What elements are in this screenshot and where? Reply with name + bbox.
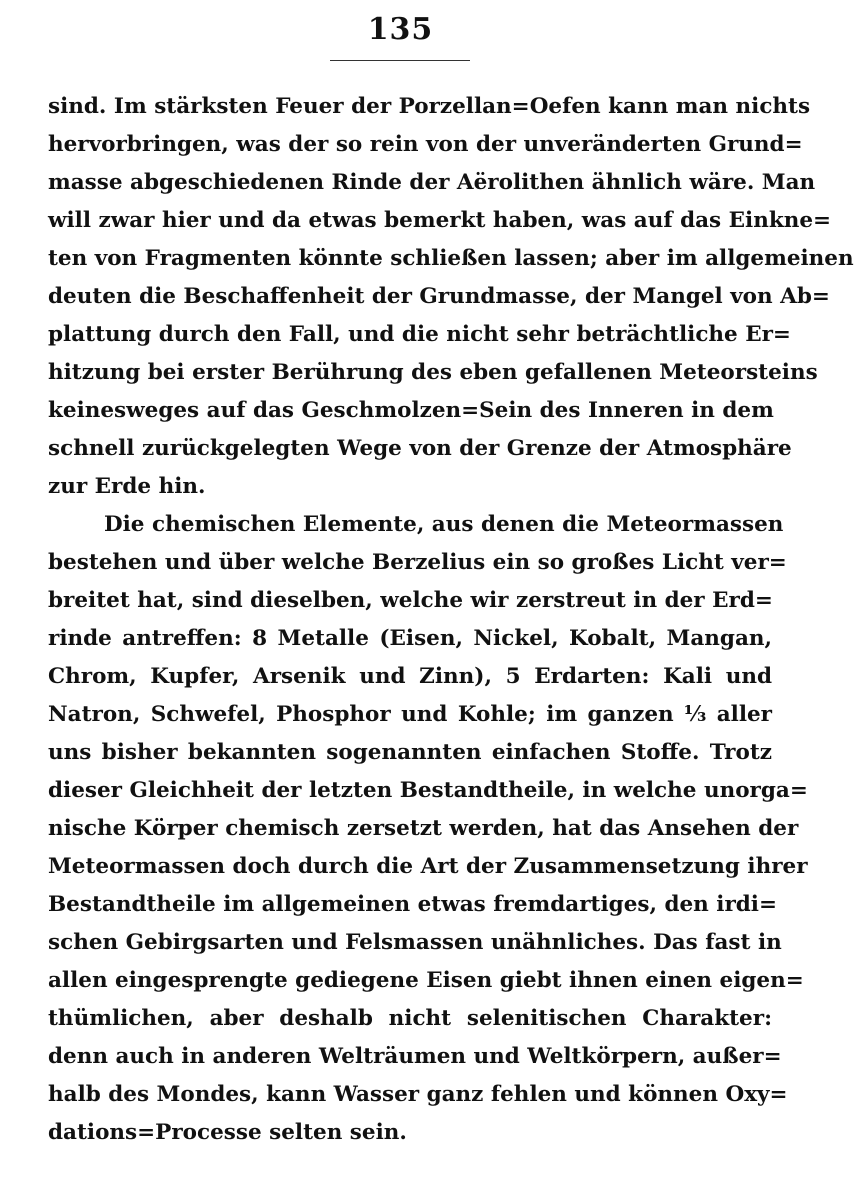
text-line: allen eingesprengte gediegene Eisen giebt ihnen einen eigen= bbox=[48, 968, 804, 993]
text-line: will zwar hier und da etwas bemerkt haben, was auf das Einkne= bbox=[48, 208, 832, 233]
text-line: dieser Gleichheit der letzten Bestandtheile, in welche unorga= bbox=[48, 778, 808, 803]
text-line: deuten die Beschaffenheit der Grundmasse, der Mangel von Ab= bbox=[48, 284, 830, 309]
text-line: denn auch in anderen Welträumen und Weltkörpern, außer= bbox=[48, 1044, 782, 1069]
text-line: hervorbringen, was der so rein von der unveränderten Grund= bbox=[48, 132, 803, 157]
header-rule bbox=[330, 60, 470, 61]
text-line: Natron, Schwefel, Phosphor und Kohle; im ganzen ⅓ aller bbox=[48, 702, 772, 727]
text-line: breitet hat, sind dieselben, welche wir zerstreut in der Erd= bbox=[48, 588, 773, 613]
paragraph-start-line: Die chemischen Elemente, aus denen die Meteormassen bbox=[104, 512, 784, 537]
paragraph-end-line: dations=Processe selten sein. bbox=[48, 1120, 407, 1145]
text-line: hitzung bei erster Berührung des eben gefallenen Meteorsteins bbox=[48, 360, 818, 385]
text-line: Meteormassen doch durch die Art der Zusammensetzung ihrer bbox=[48, 854, 808, 879]
page-number: 135 bbox=[367, 12, 434, 47]
text-line: schen Gebirgsarten und Felsmassen unähnliches. Das fast in bbox=[48, 930, 782, 955]
text-line: nische Körper chemisch zersetzt werden, hat das Ansehen der bbox=[48, 816, 799, 841]
text-line: ten von Fragmenten könnte schließen lassen; aber im allgemeinen bbox=[48, 246, 854, 271]
text-line: masse abgeschiedenen Rinde der Aërolithen ähnlich wäre. Man bbox=[48, 170, 816, 195]
text-line: bestehen und über welche Berzelius ein so großes Licht ver= bbox=[48, 550, 787, 575]
text-line: Bestandtheile im allgemeinen etwas fremdartiges, den irdi= bbox=[48, 892, 777, 917]
text-line: sind. Im stärksten Feuer der Porzellan=Oefen kann man nichts bbox=[48, 94, 811, 119]
text-line: plattung durch den Fall, und die nicht sehr beträchtliche Er= bbox=[48, 322, 791, 347]
text-line: halb des Mondes, kann Wasser ganz fehlen und können Oxy= bbox=[48, 1082, 788, 1107]
text-line: Chrom, Kupfer, Arsenik und Zinn), 5 Erdarten: Kali und bbox=[48, 664, 772, 689]
text-line: keinesweges auf das Geschmolzen=Sein des Inneren in dem bbox=[48, 398, 774, 423]
text-line: schnell zurückgelegten Wege von der Grenze der Atmosphäre bbox=[48, 436, 792, 461]
body-text bbox=[48, 88, 854, 1152]
text-line: uns bisher bekannten sogenannten einfachen Stoffe. Trotz bbox=[48, 740, 772, 765]
paragraph-end-line: zur Erde hin. bbox=[48, 474, 206, 499]
text-line: rinde antreffen: 8 Metalle (Eisen, Nickel, Kobalt, Mangan, bbox=[48, 626, 772, 651]
text-line: thümlichen, aber deshalb nicht selenitischen Charakter: bbox=[48, 1006, 772, 1031]
